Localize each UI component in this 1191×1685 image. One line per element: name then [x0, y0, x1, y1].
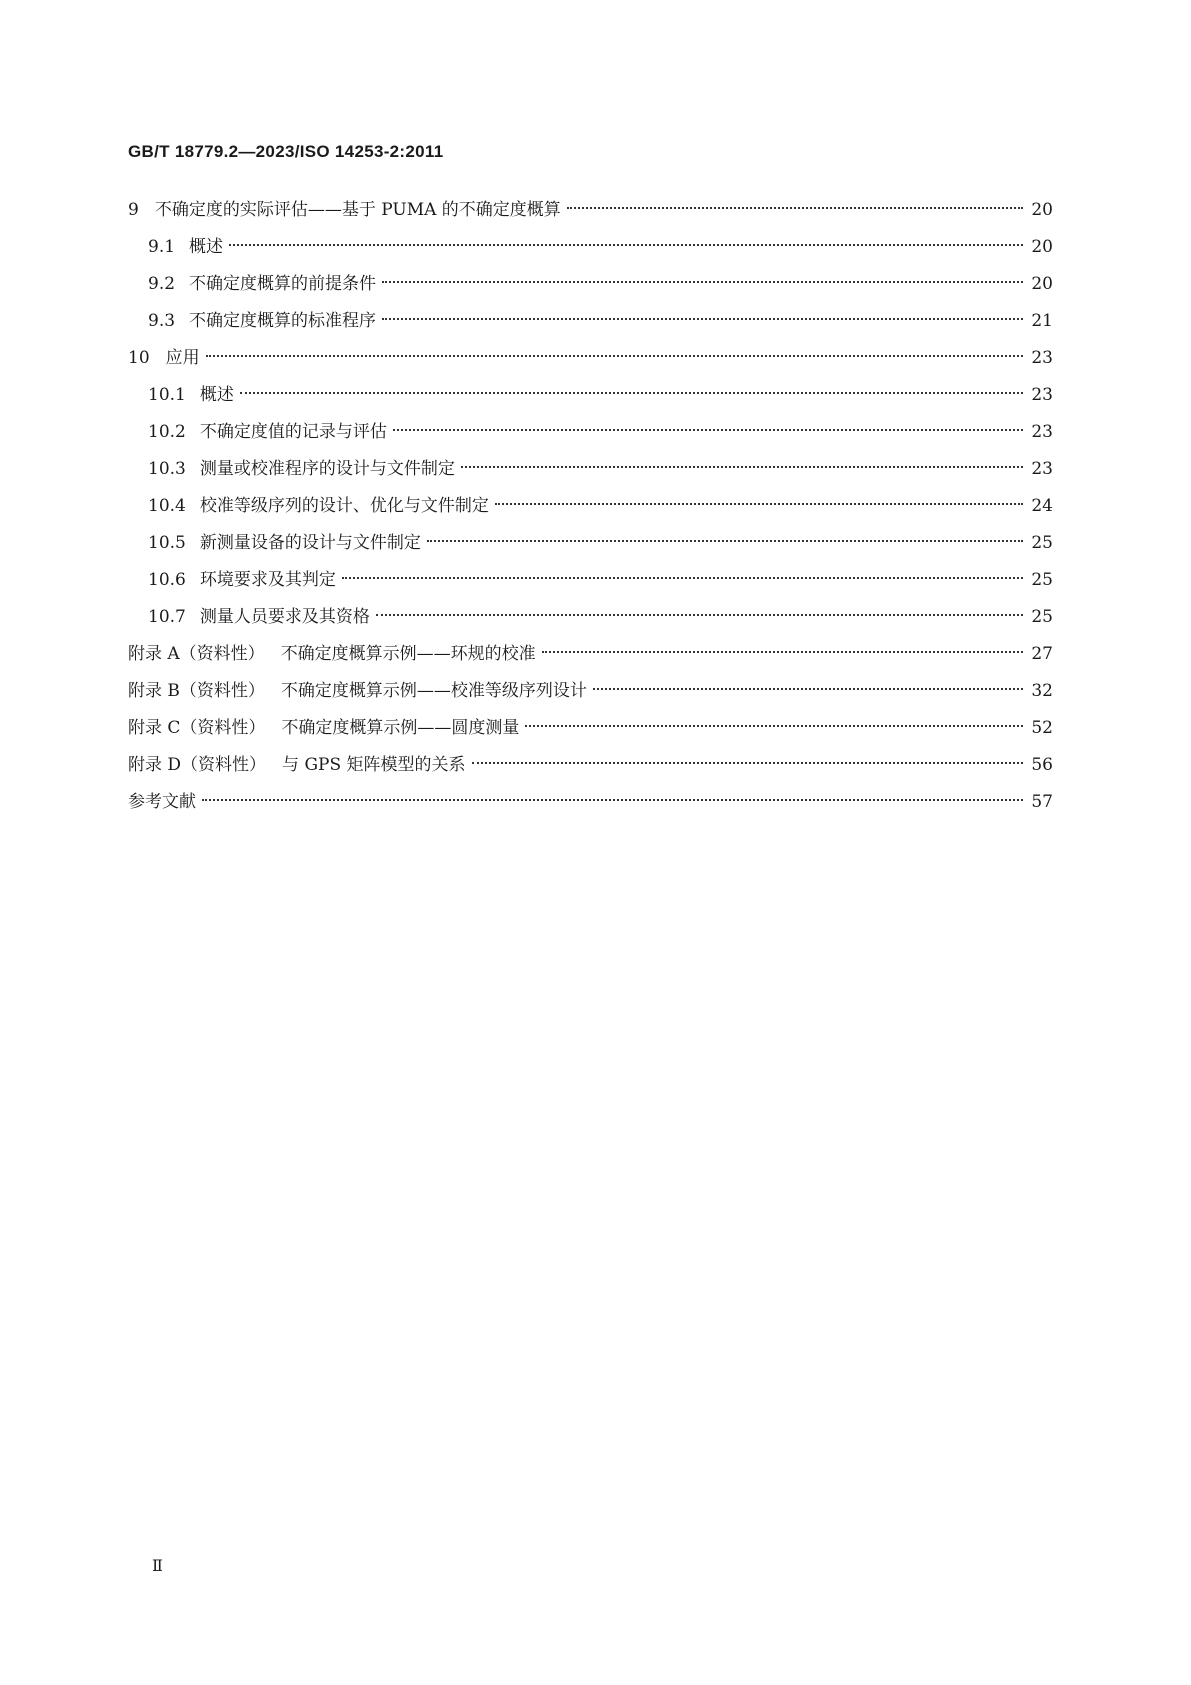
toc-entry[interactable]	[128, 710, 1053, 747]
toc-entry-title: 校准等级序列的设计、优化与文件制定	[199, 496, 489, 516]
toc-dot-leader	[495, 503, 1023, 505]
toc-entry-page: 24	[1031, 496, 1053, 516]
toc-dot-leader	[206, 355, 1023, 357]
toc-dot-leader	[202, 799, 1023, 801]
toc-dot-leader	[472, 762, 1023, 764]
toc-entry-number: 9.3	[148, 311, 176, 331]
toc-entry-number: 附录 A（资料性）	[128, 644, 265, 664]
toc-entry[interactable]	[128, 266, 1053, 303]
toc-entry-page: 57	[1031, 792, 1053, 812]
toc-entry-title: 不确定度值的记录与评估	[199, 422, 387, 442]
toc-dot-leader	[567, 207, 1023, 209]
toc-dot-leader	[376, 614, 1023, 616]
toc-entry[interactable]	[128, 599, 1053, 636]
toc-entry-title: 测量人员要求及其资格	[199, 607, 370, 627]
toc-entry-title: 与 GPS 矩阵模型的关系	[282, 755, 466, 775]
toc-entry-number: 10.1	[148, 385, 186, 405]
toc-dot-leader	[461, 466, 1023, 468]
toc-dot-leader	[427, 540, 1023, 542]
toc-entry-title: 不确定度概算的标准程序	[189, 311, 377, 331]
toc-entry-number: 9.2	[148, 274, 176, 294]
toc-entry-title: 新测量设备的设计与文件制定	[199, 533, 421, 553]
toc-entry-page: 56	[1031, 755, 1053, 775]
toc-entry-page: 20	[1031, 274, 1053, 294]
toc-entry-number: 10.3	[148, 459, 186, 479]
toc-entry[interactable]	[128, 488, 1053, 525]
toc-entry[interactable]	[128, 377, 1053, 414]
toc-entry[interactable]	[128, 414, 1053, 451]
toc-entry-number: 附录 D（资料性）	[128, 755, 267, 775]
toc-entry-page: 25	[1031, 607, 1053, 627]
toc-dot-leader	[393, 429, 1023, 431]
toc-entry-number: 10.6	[148, 570, 186, 590]
table-of-contents	[128, 192, 1053, 821]
toc-entry-page: 21	[1031, 311, 1053, 331]
toc-entry-title: 环境要求及其判定	[199, 570, 336, 590]
toc-entry-title: 参考文献	[128, 792, 196, 812]
toc-dot-leader	[342, 577, 1023, 579]
toc-entry-title: 不确定度的实际评估——基于 PUMA 的不确定度概算	[154, 200, 561, 220]
toc-entry[interactable]	[128, 192, 1053, 229]
toc-entry[interactable]	[128, 673, 1053, 710]
toc-dot-leader	[229, 244, 1023, 246]
toc-entry-number: 10.5	[148, 533, 186, 553]
toc-entry-page: 27	[1031, 644, 1053, 664]
toc-entry-page: 25	[1031, 533, 1053, 553]
standard-number-header: GB/T 18779.2—2023/ISO 14253-2:2011	[128, 142, 444, 161]
toc-entry-page: 23	[1031, 385, 1053, 405]
toc-dot-leader	[382, 281, 1023, 283]
toc-entry-title: 不确定度概算的前提条件	[189, 274, 377, 294]
toc-entry-number: 10.2	[148, 422, 186, 442]
toc-entry-number: 10.7	[148, 607, 186, 627]
toc-entry-title: 概述	[199, 385, 234, 405]
toc-entry-title: 不确定度概算示例——校准等级序列设计	[280, 681, 587, 701]
toc-entry-number: 10	[128, 348, 150, 368]
toc-dot-leader	[382, 318, 1023, 320]
toc-entry-title: 测量或校准程序的设计与文件制定	[199, 459, 455, 479]
toc-entry[interactable]	[128, 525, 1053, 562]
toc-entry[interactable]	[128, 747, 1053, 784]
toc-entry[interactable]	[128, 451, 1053, 488]
toc-entry-page: 23	[1031, 348, 1053, 368]
toc-entry[interactable]	[128, 303, 1053, 340]
toc-entry[interactable]	[128, 636, 1053, 673]
toc-entry[interactable]	[128, 229, 1053, 266]
toc-entry-number: 9.1	[148, 237, 176, 257]
toc-entry-page: 23	[1031, 459, 1053, 479]
toc-entry-page: 25	[1031, 570, 1053, 590]
toc-entry[interactable]	[128, 784, 1053, 821]
toc-entry-page: 32	[1031, 681, 1053, 701]
page-number: Ⅱ	[152, 1556, 163, 1575]
toc-entry-page: 52	[1031, 718, 1053, 738]
toc-dot-leader	[542, 651, 1023, 653]
toc-entry[interactable]	[128, 340, 1053, 377]
toc-entry-title: 概述	[189, 237, 224, 257]
toc-dot-leader	[593, 688, 1023, 690]
toc-entry-number: 附录 B（资料性）	[128, 681, 265, 701]
toc-entry-number: 10.4	[148, 496, 186, 516]
toc-entry-number: 9	[128, 200, 139, 220]
toc-dot-leader	[240, 392, 1023, 394]
toc-entry-page: 20	[1031, 200, 1053, 220]
toc-entry-title: 不确定度概算示例——环规的校准	[280, 644, 536, 664]
toc-entry-title: 应用	[165, 348, 200, 368]
toc-entry-number: 附录 C（资料性）	[128, 718, 266, 738]
toc-entry-page: 23	[1031, 422, 1053, 442]
toc-entry[interactable]	[128, 562, 1053, 599]
toc-entry-title: 不确定度概算示例——圆度测量	[281, 718, 520, 738]
toc-dot-leader	[525, 725, 1023, 727]
toc-entry-page: 20	[1031, 237, 1053, 257]
